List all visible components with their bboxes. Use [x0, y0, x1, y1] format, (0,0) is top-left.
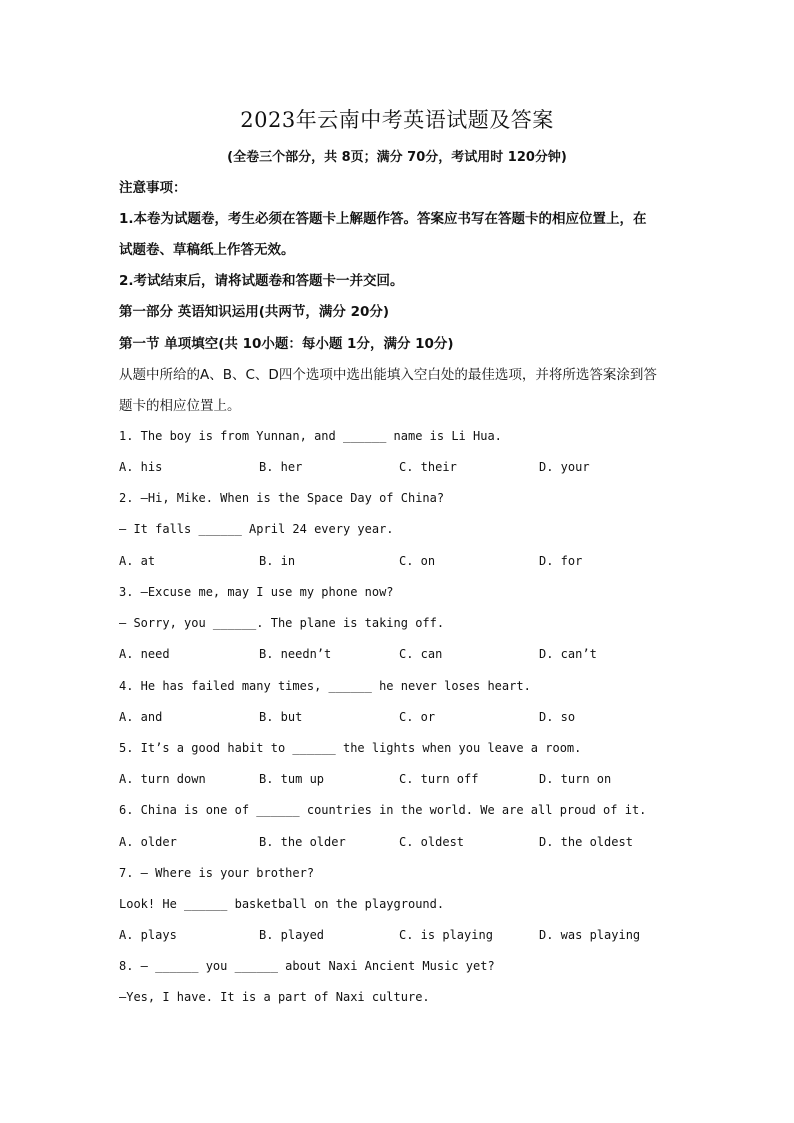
- option-b: B. but: [259, 710, 303, 724]
- option-d: D. was playing: [539, 928, 641, 942]
- notice-heading: 注意事项：: [119, 180, 187, 196]
- option-c: C. oldest: [399, 835, 465, 849]
- option-c: C. on: [399, 554, 436, 568]
- question-2: 2. —Hi, Mike. When is the Space Day of China?: [119, 491, 445, 505]
- option-d: D. can’t: [539, 647, 597, 661]
- option-d: D. the oldest: [539, 835, 633, 849]
- part-1-heading: 第一部分 英语知识运用(共两节，满分 20分): [119, 304, 390, 320]
- option-a: A. turn down: [119, 772, 206, 786]
- notice-2: 2.考试结束后，请将试题卷和答题卡一并交回。: [119, 273, 404, 289]
- notice-1-line-1: 1.本卷为试题卷，考生必须在答题卡上解题作答。答案应书写在答题卡的相应位置上，在: [119, 211, 647, 227]
- question-7-reply: Look! He ______ basketball on the playground.: [119, 897, 445, 911]
- question-4: 4. He has failed many times, ______ he never loses heart.: [119, 679, 531, 693]
- question-1: 1. The boy is from Yunnan, and ______ name is Li Hua.: [119, 429, 502, 443]
- option-a: A. and: [119, 710, 163, 724]
- option-b: B. in: [259, 554, 296, 568]
- option-d: D. so: [539, 710, 576, 724]
- option-a: A. older: [119, 835, 177, 849]
- option-c: C. is playing: [399, 928, 493, 942]
- instruction-line-2: 题卡的相应位置上。: [119, 398, 241, 414]
- option-b: B. needn’t: [259, 647, 332, 661]
- page-title: 2023年云南中考英语试题及答案: [240, 108, 554, 132]
- option-c: C. or: [399, 710, 436, 724]
- option-d: D. turn on: [539, 772, 612, 786]
- question-8: 8. — ______ you ______ about Naxi Ancient Music yet?: [119, 959, 495, 973]
- option-a: A. plays: [119, 928, 177, 942]
- option-d: D. for: [539, 554, 583, 568]
- option-b: B. her: [259, 460, 303, 474]
- question-8-reply: —Yes, I have. It is a part of Naxi culture.: [119, 990, 430, 1004]
- question-2-reply: — It falls ______ April 24 every year.: [119, 522, 394, 536]
- question-5: 5. It’s a good habit to ______ the lights when you leave a room.: [119, 741, 582, 755]
- option-a: A. his: [119, 460, 163, 474]
- option-c: C. turn off: [399, 772, 479, 786]
- option-b: B. played: [259, 928, 325, 942]
- instruction-line-1: 从题中所给的A、B、C、D四个选项中选出能填入空白处的最佳选项，并将所选答案涂到答: [119, 367, 657, 383]
- section-1-heading: 第一节 单项填空(共 10小题：每小题 1分，满分 10分): [119, 336, 454, 352]
- option-a: A. need: [119, 647, 170, 661]
- option-b: B. tum up: [259, 772, 325, 786]
- option-c: C. their: [399, 460, 457, 474]
- notice-1-line-2: 试题卷、草稿纸上作答无效。: [119, 242, 295, 258]
- option-d: D. your: [539, 460, 590, 474]
- question-6: 6. China is one of ______ countries in the world. We are all proud of it.: [119, 803, 647, 817]
- option-a: A. at: [119, 554, 156, 568]
- page-subtitle: (全卷三个部分，共 8页；满分 70分，考试用时 120分钟): [227, 150, 567, 165]
- question-3: 3. —Excuse me, may I use my phone now?: [119, 585, 394, 599]
- option-b: B. the older: [259, 835, 346, 849]
- question-7: 7. — Where is your brother?: [119, 866, 315, 880]
- option-c: C. can: [399, 647, 443, 661]
- question-3-reply: — Sorry, you ______. The plane is taking off.: [119, 616, 445, 630]
